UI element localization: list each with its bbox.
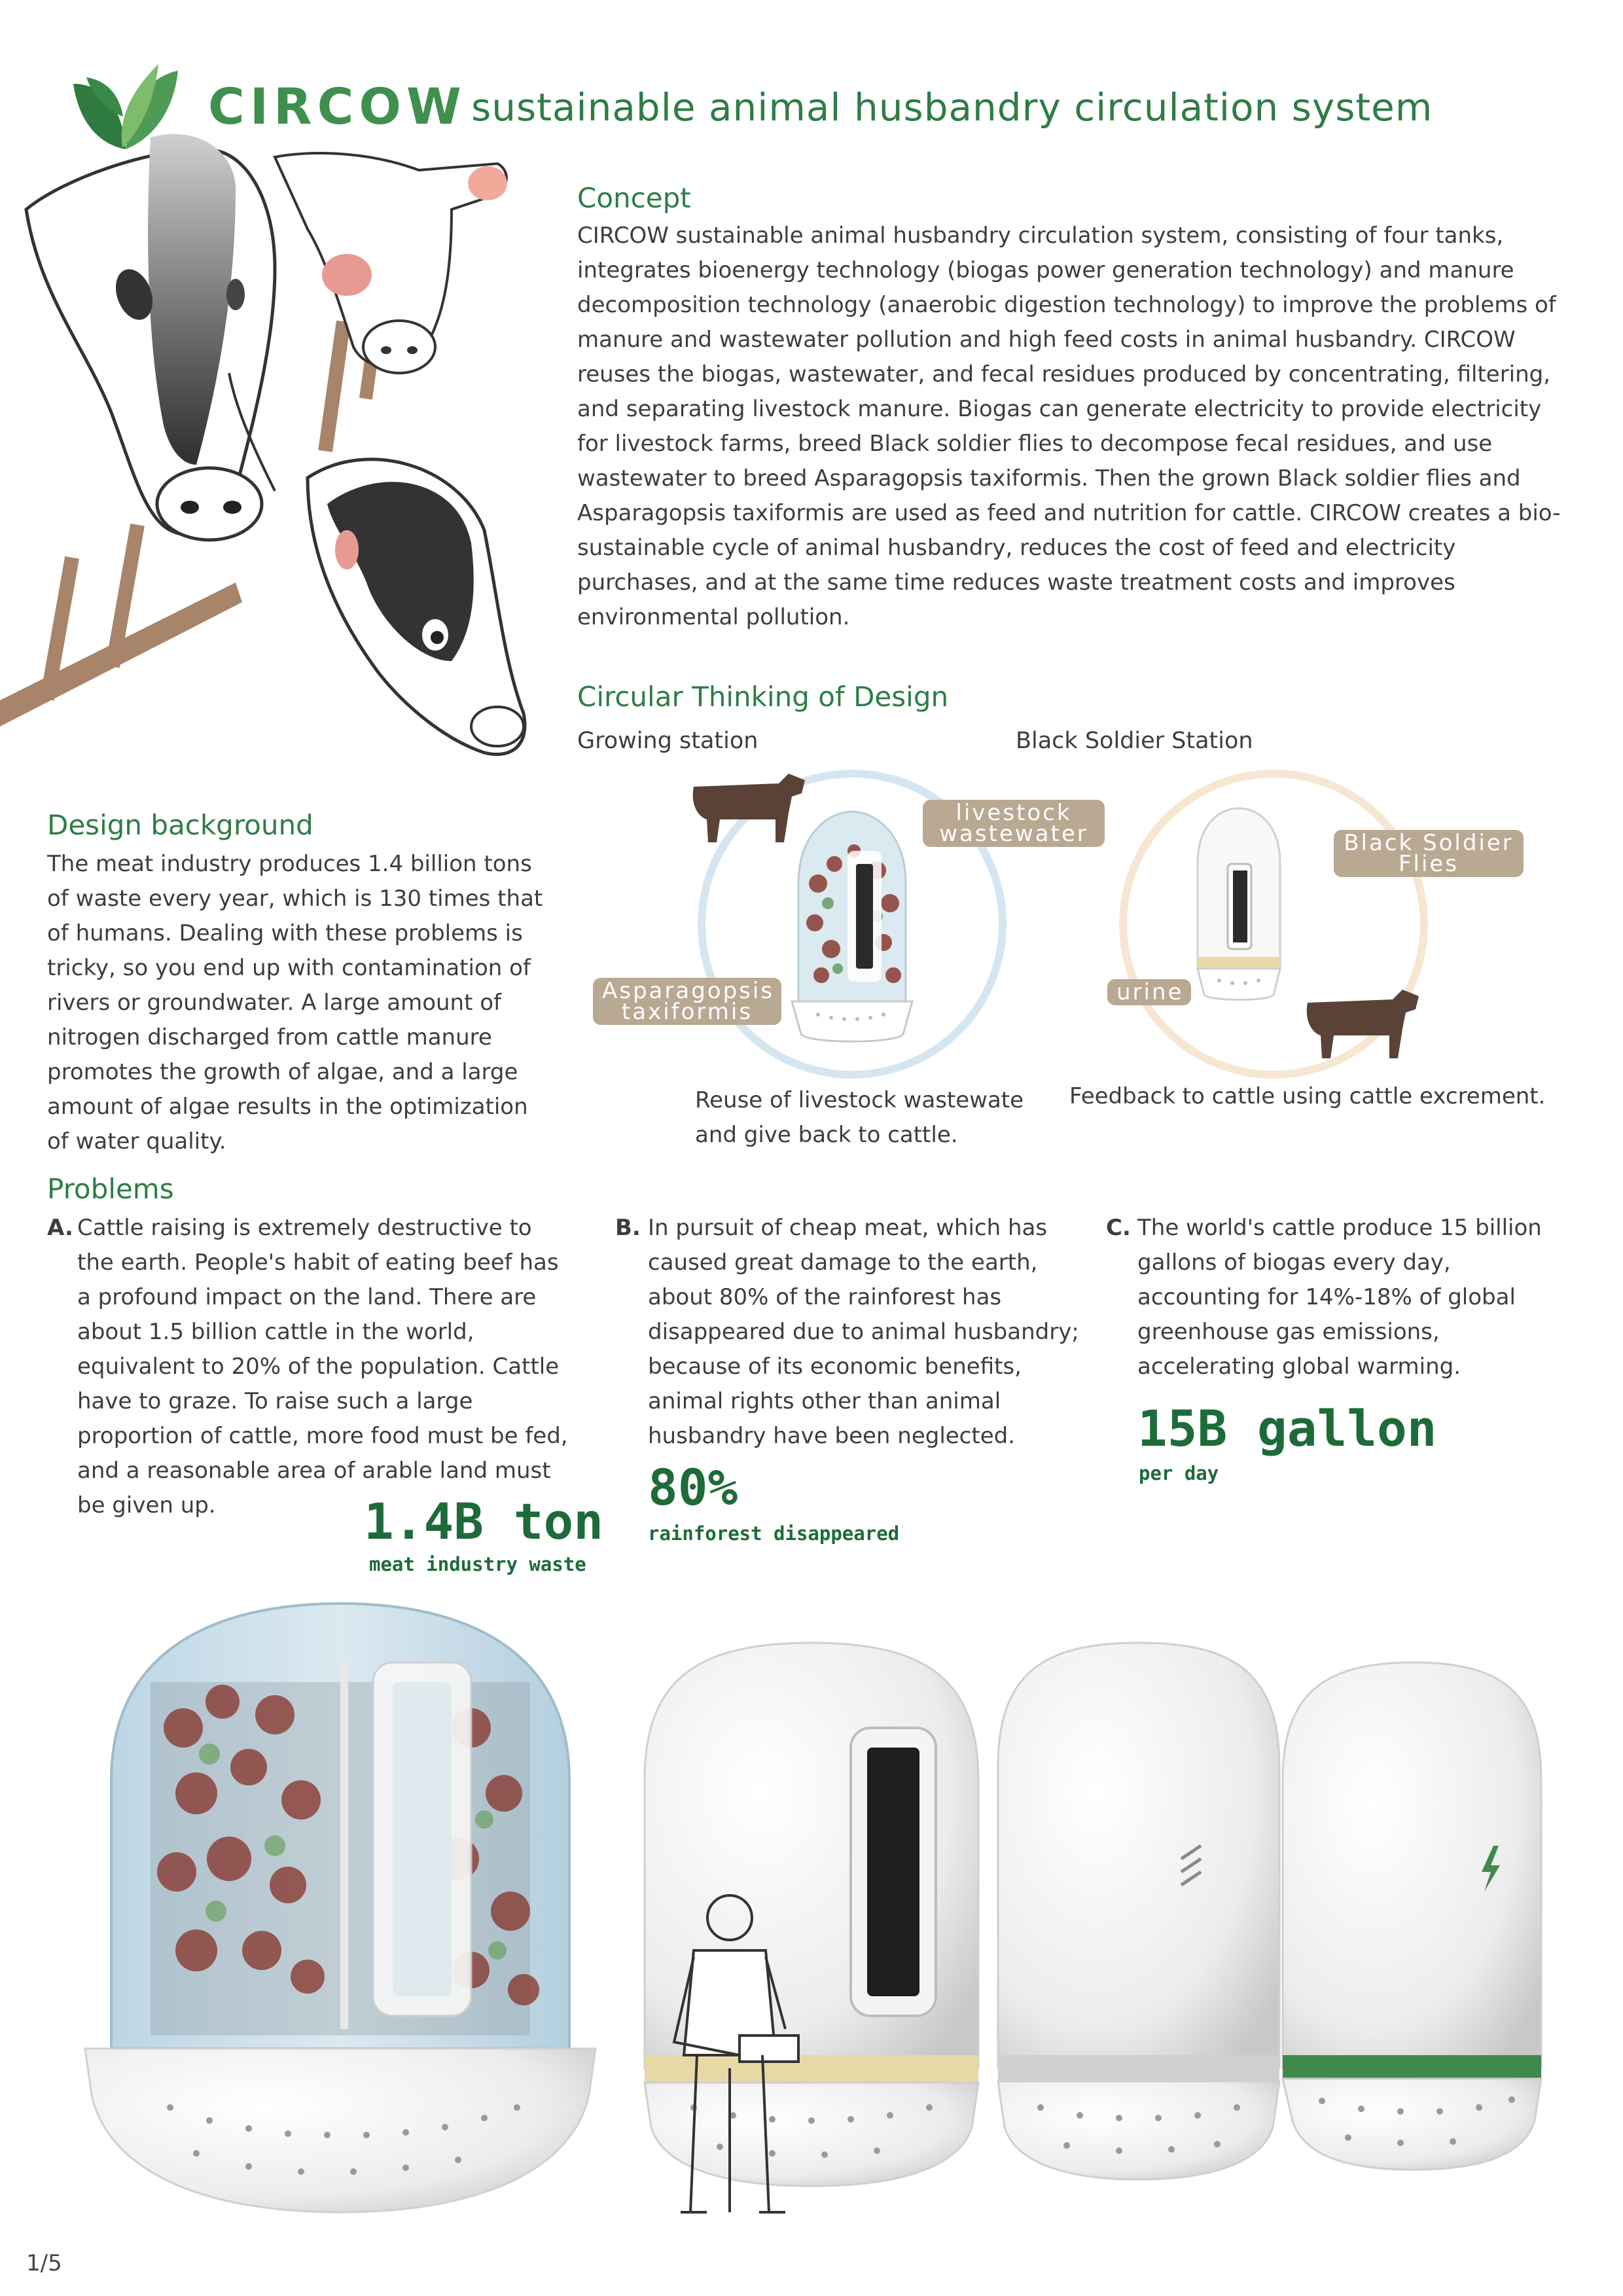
page-subtitle: sustainable animal husbandry circulation system bbox=[471, 85, 1433, 130]
cow-illustration bbox=[0, 98, 556, 838]
soldier-station-title: Black Soldier Station bbox=[1016, 728, 1253, 754]
stat-value: 15B gallon bbox=[1137, 1399, 1437, 1458]
background-text: The meat industry produces 1.4 billion tons of waste every year, which is 130 times that of humans. Dealing with these problems is tricky, so you end up with contamination of rivers or groundwater. A large amount of nitrogen discharged from cattle manure promotes the growth of algae, and a large amount of algae results in the optimization of water quality. bbox=[47, 851, 543, 1155]
page-number: 1/5 bbox=[26, 2250, 62, 2276]
concept-text: CIRCOW sustainable animal husbandry circulation system, consisting of four tanks, integrates bioenergy technology (biogas power generation technology) and manure decomposition technology (anaerobic digestion technology) to improve the problems of manure and wastewater pollution and high feed costs in animal husbandry. CIRCOW reuses the biogas, wastewater, and fecal residues produced by concentrating, filtering, and separating livestock manure. Biogas can generate electricity to provide electricity for livestock farms, breed Black soldier flies to decompose fecal residues, and use wastewater to breed Asparagopsis taxiformis. Then the grown Black soldier flies and Asparagopsis taxiformis are used as feed and nutrition for cattle. CIRCOW creates a bio-sustainable cycle of animal husbandry, reduces the cost of feed and electricity purchases, and at the same time reduces waste treatment costs and improves environmental pollution. bbox=[577, 223, 1561, 630]
problems-heading: Problems bbox=[47, 1173, 174, 1205]
background-heading: Design background bbox=[47, 809, 313, 841]
brand-title: CIRCOW bbox=[208, 77, 467, 135]
stat-value: 80% bbox=[648, 1458, 738, 1516]
stat-label: per day bbox=[1139, 1462, 1219, 1484]
growing-tank bbox=[85, 1604, 596, 2212]
power-tank bbox=[1283, 1662, 1541, 2170]
urine-tag: urine bbox=[1107, 979, 1191, 1005]
problem-letter: A. bbox=[47, 1215, 73, 1241]
problem-text: In pursuit of cheap meat, which has caused great damage to the earth, about 80% of the rainforest has disappeared due to animal husbandry; because of its economic benefits, animal rights other than animal husbandry have been neglected. bbox=[648, 1215, 1079, 1449]
problem-letter: B. bbox=[615, 1215, 641, 1241]
cow-silhouette-icon bbox=[681, 767, 812, 846]
livestock-wastewater-tag: livestock wastewater bbox=[923, 800, 1105, 847]
stat-label: rainforest disappeared bbox=[648, 1522, 900, 1545]
growing-caption: Reuse of livestock wastewate and give back to cattle. bbox=[695, 1087, 1024, 1148]
soldier-caption: Feedback to cattle using cattle excrement. bbox=[1069, 1083, 1546, 1109]
problem-text: The world's cattle produce 15 billion gallons of biogas every day, accounting for 14%-18% of global greenhouse gas emissions, accelerating global warming. bbox=[1137, 1215, 1542, 1380]
problem-text: Cattle raising is extremely destructive to the earth. People's habit of eating beef has a profound impact on the land. There are about 1.5 billion cattle in the world, equivalent to 20% of the population. Cattle have to graze. To raise such a large proportion of cattle, more food must be fed, and a reasonable area of arable land must be given up. bbox=[77, 1215, 568, 1518]
product-render bbox=[0, 1584, 1623, 2238]
stat-value: 1.4B ton bbox=[364, 1492, 604, 1551]
cow-silhouette-icon bbox=[1294, 983, 1425, 1062]
biogas-tank bbox=[998, 1643, 1279, 2179]
growing-station-title: Growing station bbox=[577, 728, 758, 754]
circular-heading: Circular Thinking of Design bbox=[577, 681, 949, 713]
asparagopsis-tag: Asparagopsis taxiformis bbox=[593, 978, 781, 1025]
concept-heading: Concept bbox=[577, 182, 691, 214]
soldier-tank bbox=[645, 1643, 978, 2212]
black-soldier-flies-tag: Black Soldier Flies bbox=[1334, 830, 1524, 877]
problem-letter: C. bbox=[1106, 1215, 1131, 1241]
stat-label: meat industry waste bbox=[369, 1553, 586, 1575]
